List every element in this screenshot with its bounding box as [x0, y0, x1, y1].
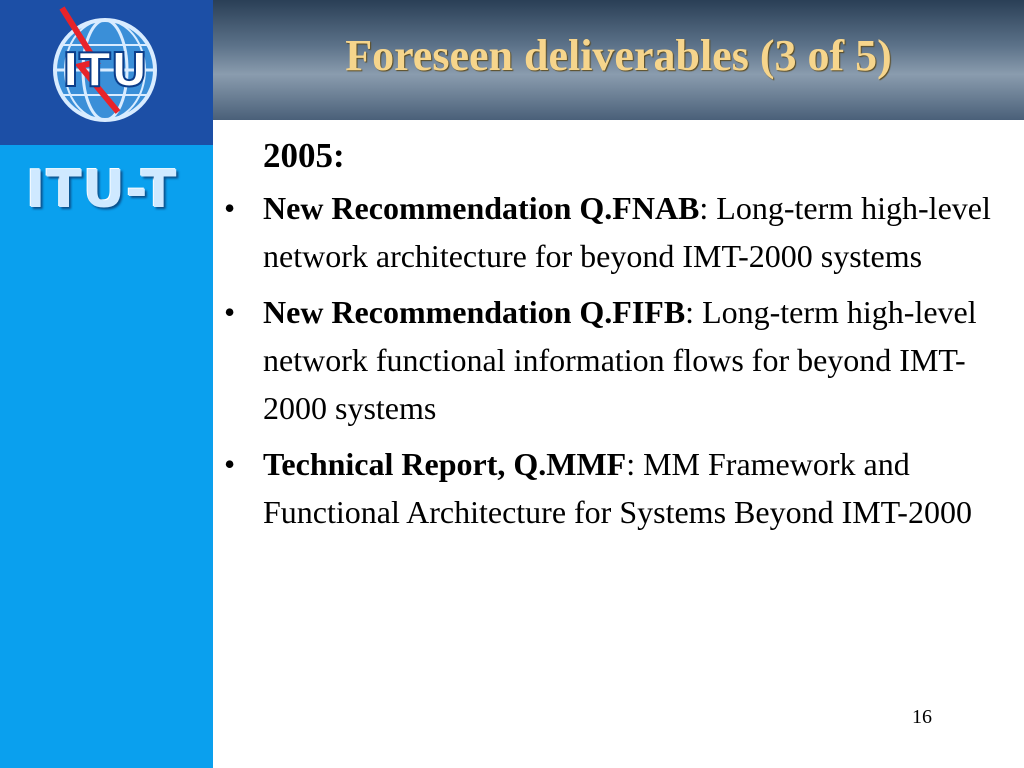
bullet-icon: • — [224, 446, 236, 482]
page-title: Foreseen deliverables (3 of 5) — [345, 31, 892, 80]
page-number: 16 — [912, 706, 932, 728]
bullet-icon: • — [224, 190, 236, 226]
bullet-icon: • — [224, 294, 236, 330]
item-title: Technical Report, Q.MMF — [263, 446, 627, 482]
title-bar — [213, 0, 1024, 120]
list-item — [222, 288, 1012, 432]
sidebar — [0, 0, 213, 768]
logo-text: ITU — [62, 43, 148, 97]
logo-box — [0, 0, 213, 145]
slide-content — [222, 132, 1012, 544]
bullet-list — [222, 184, 1012, 536]
itu-globe-logo — [0, 0, 213, 145]
list-item — [222, 440, 1012, 536]
list-item — [222, 184, 1012, 280]
year-heading: 2005: — [263, 136, 345, 175]
item-title: New Recommendation Q.FNAB — [263, 190, 700, 226]
item-description: : MM Framework and Functional Architecture for Systems Beyond IMT-2000 — [263, 446, 972, 530]
item-description: : Long-term high-level network architecture for beyond IMT-2000 systems — [263, 190, 991, 274]
brand-label: ITU-T — [26, 160, 178, 220]
item-title: New Recommendation Q.FIFB — [263, 294, 686, 330]
item-description: : Long-term high-level network functional information flows for beyond IMT-2000 systems — [263, 294, 977, 426]
